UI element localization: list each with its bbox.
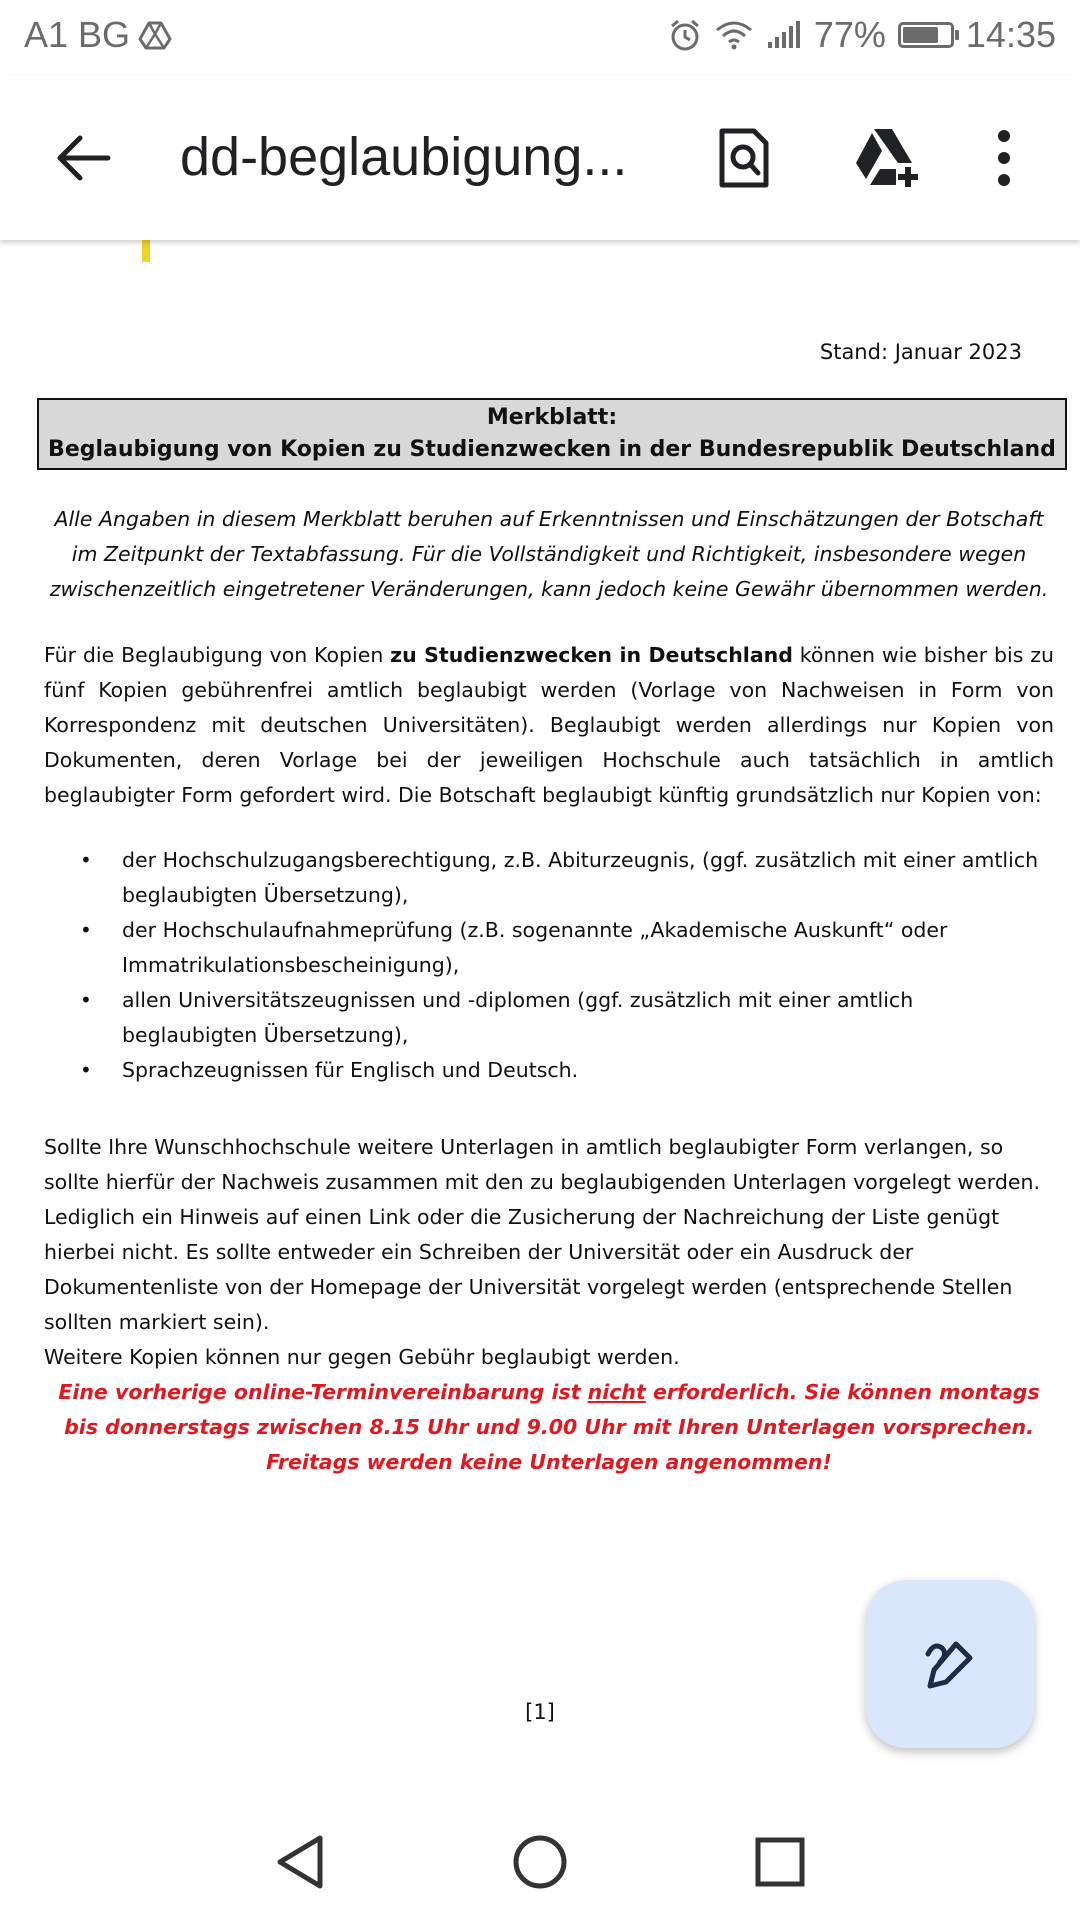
more-vert-icon: [994, 128, 1014, 188]
paragraph-1-start: Für die Beglaubigung von Kopien: [44, 643, 391, 667]
nav-back-button[interactable]: [260, 1822, 340, 1902]
disclaimer-paragraph: Alle Angaben in diesem Merkblatt beruhen auf Erkenntnissen und Einschätzungen der Botschaft im Zeitpunkt der Textabfassung. Für die Vollständigkeit und Richtigkeit, insbesondere wegen zwischenzeitlich eingetretener Veränderungen, kann jedoch keine Gewähr übernommen werden.: [49, 507, 1049, 601]
list-item: • allen Universitätszeugnissen und -diplomen (ggf. zusätzlich mit einer amtlich beglaubigten Übersetzung),: [44, 983, 1044, 1053]
add-to-drive-icon: [854, 127, 922, 189]
more-options-button[interactable]: [964, 118, 1044, 198]
appointment-notice: [44, 1375, 1054, 1480]
edit-pen-icon: [920, 1634, 980, 1694]
paragraph-2-body: Sollte Ihre Wunschhochschule weitere Unterlagen in amtlich beglaubigter Form verlangen, so sollte hierfür der Nachweis zusammen mit den zu beglaubigenden Unterlagen vorgelegt werden. Lediglich ein Hinweis auf einen Link oder die Zusicherung der Nachreichung der Liste genügt hierbei nicht. Es sollte entweder ein Schreiben der Universität oder ein Ausdruck der Dokumentenliste von der Homepage der Universität vorgelegt werden (entsprechende Stellen sollten markiert sein).: [44, 1135, 1040, 1334]
back-button[interactable]: [44, 118, 124, 198]
notice-start: Eine vorherige online-Terminvereinbarung ist: [58, 1380, 588, 1404]
nav-home-button[interactable]: [500, 1822, 580, 1902]
carrier-label: A1 BG: [24, 14, 131, 55]
nav-recents-icon: [754, 1836, 806, 1888]
annotate-fab-button[interactable]: [866, 1580, 1034, 1748]
paragraph-1-bold: zu Studienzwecken in Deutschland: [390, 643, 793, 667]
heading-line-2: Beglaubigung von Kopien zu Studienzwecken in der Bundesrepublik Deutschland: [48, 437, 1056, 462]
search-in-document-button[interactable]: [704, 118, 784, 198]
paragraph-1: [44, 638, 1054, 813]
document-heading-box: [37, 398, 1067, 470]
system-navigation-bar: [0, 1800, 1080, 1920]
document-title: dd-beglaubigung...: [180, 127, 628, 187]
status-bar: [0, 0, 1080, 76]
add-to-drive-button[interactable]: [848, 118, 928, 198]
notice-underlined: nicht: [587, 1380, 646, 1404]
bullet-list: [44, 843, 1044, 1088]
wifi-icon: [714, 18, 754, 52]
paragraph-2: [44, 1130, 1054, 1375]
status-right: [668, 14, 1056, 56]
signal-icon: [766, 20, 802, 50]
app-bar: [0, 76, 1080, 240]
nav-home-icon: [512, 1834, 568, 1890]
list-item: • der Hochschulzugangsberechtigung, z.B. Abiturzeugnis, (ggf. zusätzlich mit einer amtlich beglaubigten Übersetzung),: [44, 843, 1044, 913]
status-left: [24, 14, 172, 56]
document-date: Stand: Januar 2023: [819, 340, 1022, 364]
back-arrow-icon: [56, 134, 112, 182]
heading-line-1: Merkblatt:: [486, 405, 618, 430]
list-item: • der Hochschulaufnahmeprüfung (z.B. sogenannte „Akademische Auskunft“ oder Immatrikulationsbescheinigung),: [44, 913, 1044, 983]
drive-status-icon: [138, 20, 172, 50]
search-in-document-icon: [718, 127, 770, 189]
document-page[interactable]: [0, 240, 1080, 1800]
battery-percent: 77%: [813, 14, 886, 55]
page-number: [1]: [525, 1700, 555, 1724]
notice-end: erforderlich. Sie können montags bis donnerstags zwischen 8.15 Uhr und 9.00 Uhr mit Ihren Unterlagen vorsprechen. Freitags werden keine Unterlagen angenommen!: [64, 1380, 1040, 1474]
alarm-icon: [668, 18, 702, 52]
battery-level-fill: [903, 27, 938, 43]
paragraph-1-end: können wie bisher bis zu fünf Kopien gebührenfrei amtlich beglaubigt werden (Vorlage von Nachweisen in Form von Korrespondenz mit deutschen Universitäten). Beglaubigt werden allerdings nur Kopien von Dokumenten, deren Vorlage bei der jeweiligen Hochschule auch tatsächlich in amtlich beglaubigter Form gefordert wird. Die Botschaft beglaubigt künftig grundsätzlich nur Kopien von:: [44, 643, 1054, 807]
nav-back-icon: [274, 1834, 326, 1890]
highlight-mark: [142, 240, 150, 262]
clock: 14:35: [965, 14, 1056, 55]
nav-recents-button[interactable]: [740, 1822, 820, 1902]
paragraph-2-last-line: Weitere Kopien können nur gegen Gebühr beglaubigt werden.: [44, 1345, 680, 1369]
battery-icon: [898, 22, 954, 48]
list-item: • Sprachzeugnissen für Englisch und Deutsch.: [44, 1053, 1044, 1088]
